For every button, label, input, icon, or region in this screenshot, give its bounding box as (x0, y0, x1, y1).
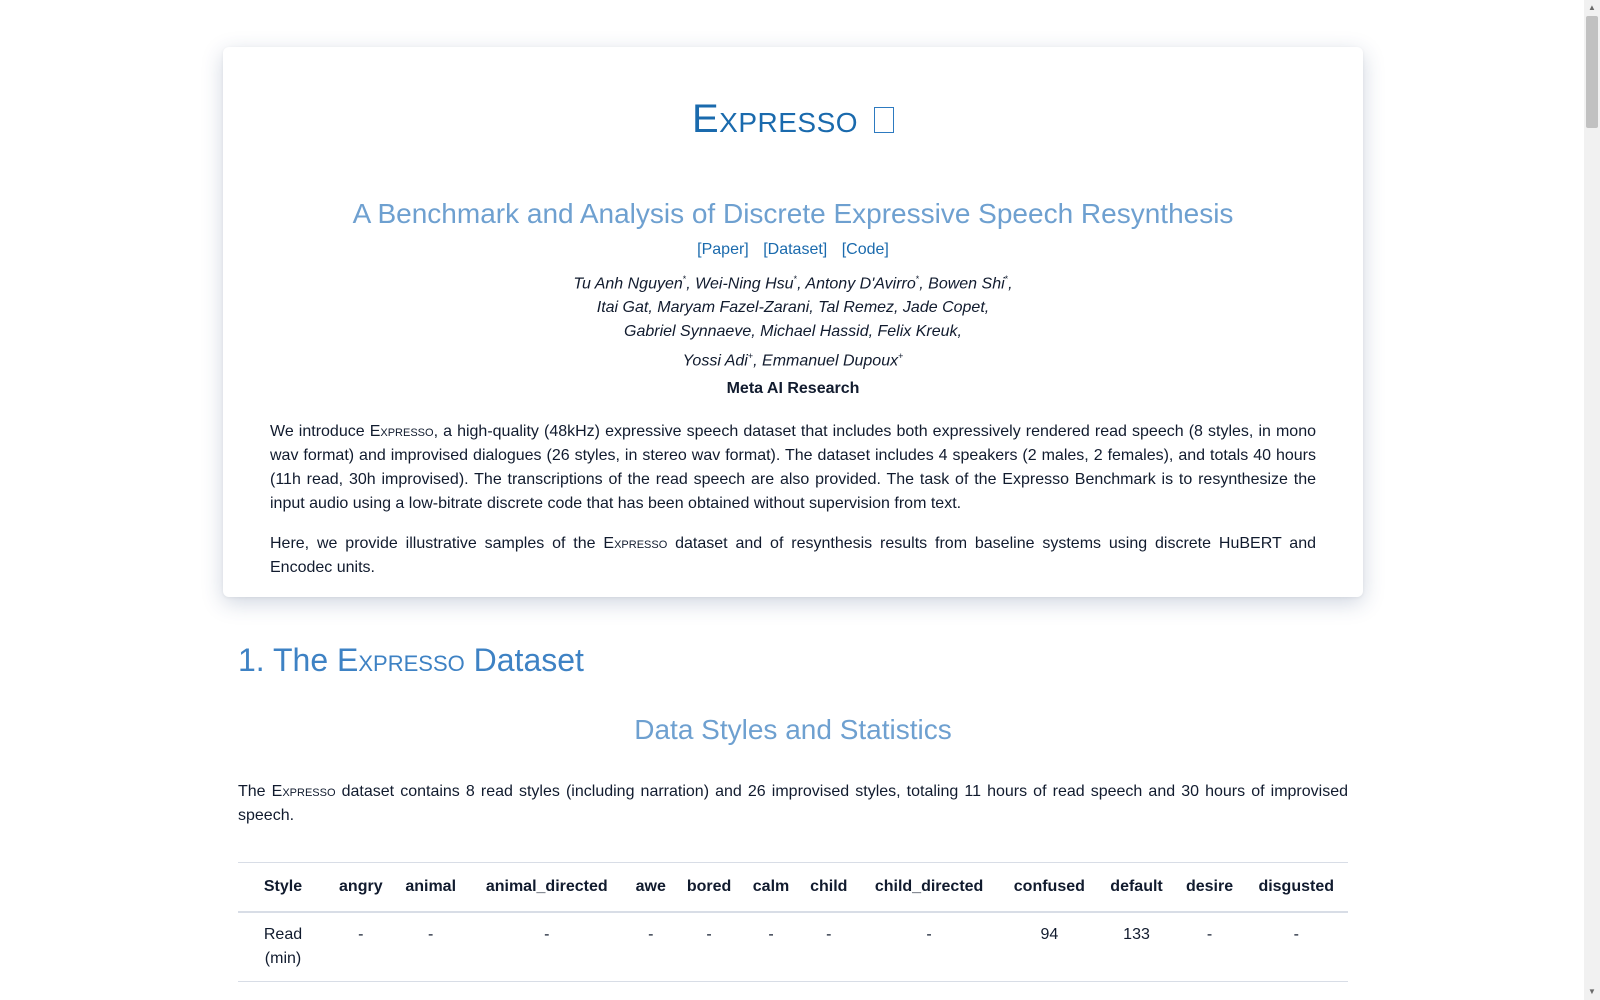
author-sep: , (1008, 275, 1013, 293)
table-cell: - (1175, 912, 1245, 982)
dataset-link[interactable]: [Dataset] (763, 241, 828, 258)
author-name: Bowen Shi (928, 275, 1005, 293)
arrow-up-icon[interactable]: ▲ (1588, 3, 1596, 12)
row-label: Read (min) (238, 912, 328, 982)
column-header: calm (742, 863, 799, 913)
column-header: bored (676, 863, 743, 913)
brand-name: Expresso (603, 535, 668, 552)
scrollbar-thumb[interactable] (1586, 16, 1598, 128)
hero-card (223, 47, 1363, 597)
table-row (238, 912, 1348, 982)
column-header: disgusted (1244, 863, 1348, 913)
table-cell: - (626, 912, 676, 982)
author-name: Antony D'Avirro (805, 275, 916, 293)
author-mark: + (747, 351, 754, 362)
brand-name: Expresso (369, 423, 434, 440)
table-cell: - (676, 912, 743, 982)
author-line-4 (223, 344, 1363, 373)
abstract-text: dataset and of resynthesis results from baseline systems using discrete HuBERT and Encodec units. (270, 535, 1317, 576)
table-cell: - (742, 912, 799, 982)
author-mark: * (915, 274, 920, 284)
author-list (223, 267, 1363, 374)
table-cell: 94 (1000, 912, 1098, 982)
abstract-text: Here, we provide illustrative samples of the (270, 535, 604, 552)
column-header: angry (328, 863, 394, 913)
column-header: animal_directed (468, 863, 626, 913)
author-mark: * (682, 274, 687, 284)
author-name: Wei-Ning Hsu (695, 275, 794, 293)
author-mark: + (898, 351, 904, 362)
page-title (223, 95, 1363, 143)
square-outline-icon (874, 107, 894, 133)
resource-links (223, 239, 1363, 261)
abstract-paragraph-2 (270, 532, 1316, 580)
column-header: child (800, 863, 858, 913)
stats-table-wrapper (238, 862, 1348, 982)
table-cell: - (328, 912, 394, 982)
table-cell: - (468, 912, 626, 982)
table-cell: 133 (1098, 912, 1174, 982)
table-cell: - (1244, 912, 1348, 982)
code-link[interactable]: [Code] (841, 241, 889, 258)
author-sep: , (919, 275, 929, 293)
brand-name: Expresso (337, 642, 465, 678)
section-heading (238, 640, 584, 680)
table-cell: - (858, 912, 1000, 982)
column-header: child_directed (858, 863, 1000, 913)
table-cell: - (394, 912, 468, 982)
author-line-2: Itai Gat, Maryam Fazel-Zarani, Tal Remez, Jade Copet, (596, 299, 990, 317)
author-mark: * (793, 274, 798, 284)
intro-text: The (238, 783, 272, 800)
column-header: Style (238, 863, 328, 913)
abstract-paragraph-1 (270, 420, 1316, 516)
author-name: Tu Anh Nguyen (573, 275, 683, 293)
author-sep: , (686, 275, 696, 293)
author-name: Yossi Adi (682, 352, 748, 370)
heading-text: 1. The (238, 642, 338, 678)
intro-text: dataset contains 8 read styles (including narration) and 26 improvised styles, totaling 11 hours of read speech and 30 hours of improvised speech. (238, 783, 1349, 824)
subsection-heading: Data Styles and Statistics (634, 714, 952, 745)
column-header: awe (626, 863, 676, 913)
author-line-1 (223, 267, 1363, 296)
arrow-down-icon[interactable]: ▼ (1588, 987, 1596, 996)
table-header-row (238, 863, 1348, 913)
column-header: desire (1175, 863, 1245, 913)
dataset-intro (238, 780, 1348, 828)
abstract (270, 420, 1316, 596)
column-header: confused (1000, 863, 1098, 913)
paper-link[interactable]: [Paper] (697, 241, 749, 258)
affiliation: Meta AI Research (726, 380, 860, 397)
brand-name: Expresso (271, 783, 336, 800)
page-subtitle: A Benchmark and Analysis of Discrete Expressive Speech Resynthesis (352, 198, 1234, 229)
heading-text: Dataset (464, 642, 584, 678)
table-cell: - (800, 912, 858, 982)
column-header: animal (394, 863, 468, 913)
author-sep: , (753, 352, 763, 370)
abstract-text: , a high-quality (48kHz) expressive speech dataset that includes both expressively rendered read speech (8 styles, in mono wav format) and improvised dialogues (26 styles, in stereo wav format). The dataset includes 4 speakers (2 males, 2 females), and totals 40 hours (11h read, 30h improvised). The transcriptions of the read speech are also provided. The task of the Expresso Benchmark is to resynthesize the input audio using a low-bitrate discrete code that has been obtained without supervision from text. (270, 423, 1317, 512)
vertical-scrollbar[interactable] (1584, 0, 1600, 1000)
stats-table (238, 862, 1348, 982)
author-name: Emmanuel Dupoux (762, 352, 899, 370)
title-text: Expresso (691, 97, 859, 141)
abstract-text: We introduce (270, 423, 370, 440)
author-line-3: Gabriel Synnaeve, Michael Hassid, Felix Kreuk, (624, 323, 962, 341)
column-header: default (1098, 863, 1174, 913)
author-sep: , (797, 275, 806, 293)
author-mark: * (1004, 274, 1009, 284)
